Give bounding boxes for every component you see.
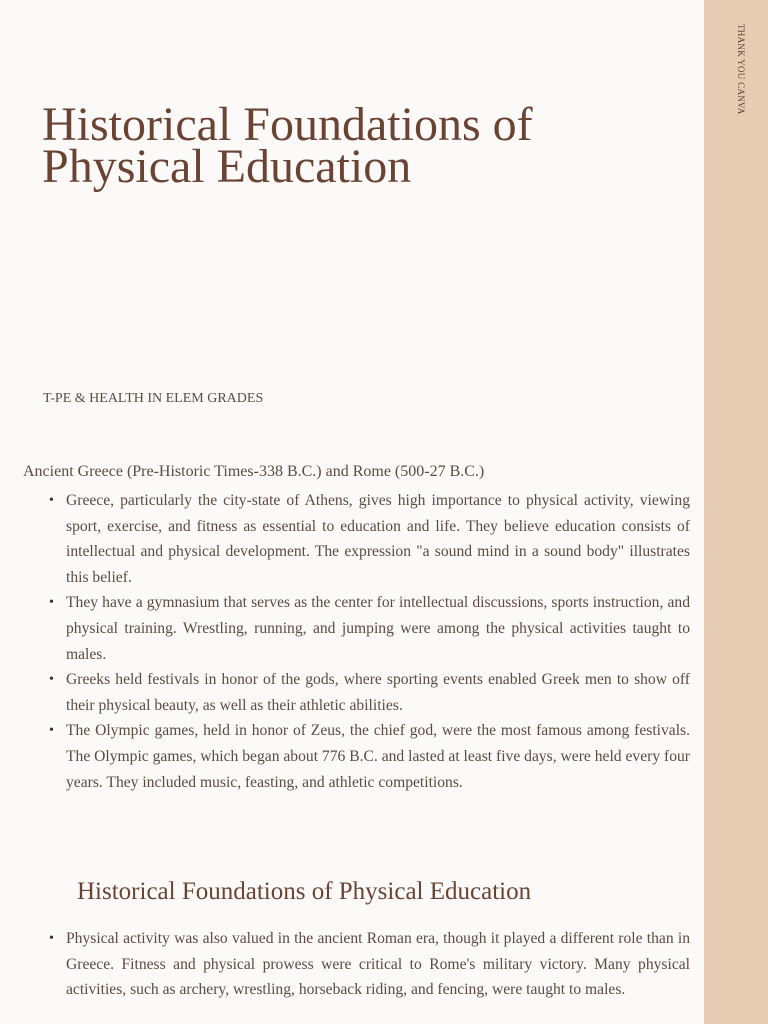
bullet-icon: • bbox=[49, 672, 54, 688]
section-heading-greece-rome: Ancient Greece (Pre-Historic Times-338 B.C.) and Rome (500-27 B.C.) bbox=[23, 463, 485, 480]
bullet-icon: • bbox=[49, 723, 54, 739]
list-item-text: They have a gymnasium that serves as the center for intellectual discussions, sports instruction, and physical training. Wrestling, running, and jumping were among the physical activities taught to males. bbox=[66, 594, 690, 663]
rome-bullet-list bbox=[49, 926, 690, 1003]
page-title: Historical Foundations of Physical Education bbox=[42, 98, 533, 193]
bullet-icon: • bbox=[49, 931, 54, 946]
list-item bbox=[49, 667, 690, 718]
greece-bullet-list bbox=[49, 488, 690, 795]
bullet-icon: • bbox=[49, 595, 54, 611]
list-item-text: Physical activity was also valued in the ancient Roman era, though it played a different role than in Greece. Fitness and physical prowess were critical to Rome's military victory. Many physical activities, such as archery, wrestling, horseback riding, and fencing, were taught to males. bbox=[66, 930, 690, 999]
list-item bbox=[49, 926, 690, 1003]
side-strip bbox=[704, 0, 768, 1024]
side-label: THANK YOU CANVA bbox=[736, 24, 746, 115]
list-item bbox=[49, 590, 690, 667]
section-heading-rome: Historical Foundations of Physical Education bbox=[77, 878, 532, 905]
list-item-text: The Olympic games, held in honor of Zeus, the chief god, were the most famous among festivals. The Olympic games, which began about 776 B.C. and lasted at least five days, were held every four years. They included music, feasting, and athletic competitions. bbox=[66, 722, 690, 791]
list-item-text: Greeks held festivals in honor of the gods, where sporting events enabled Greek men to show off their physical beauty, as well as their athletic abilities. bbox=[66, 671, 690, 714]
bullet-icon: • bbox=[49, 493, 54, 508]
list-item-text: Greece, particularly the city-state of Athens, gives high importance to physical activity, viewing sport, exercise, and fitness as essential to education and life. They believe education consists of intellectual and physical development. The expression "a sound mind in a sound body" illustrates this belief. bbox=[66, 492, 690, 586]
list-item bbox=[49, 488, 690, 590]
course-subtitle: T-PE & HEALTH IN ELEM GRADES bbox=[43, 391, 264, 406]
list-item bbox=[49, 718, 690, 795]
